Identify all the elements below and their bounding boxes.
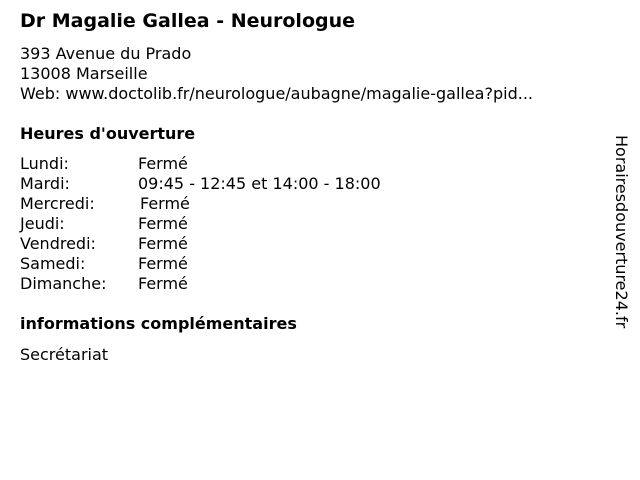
info-heading: informations complémentaires [20, 314, 297, 333]
address-block [20, 44, 533, 104]
day-hours: Fermé [138, 214, 188, 233]
day-label: Dimanche: [20, 274, 107, 293]
info-text: Secrétariat [20, 345, 109, 364]
day-hours: Fermé [138, 234, 188, 253]
day-label: Lundi: [20, 154, 69, 173]
address-street: 393 Avenue du Prado [20, 44, 192, 63]
hours-heading: Heures d'ouverture [20, 124, 196, 143]
day-label: Vendredi: [20, 234, 96, 253]
day-hours: Fermé [138, 254, 188, 273]
brand-watermark: Horairesdouverture24.fr [612, 135, 631, 329]
website-link[interactable]: Web: www.doctolib.fr/neurologue/aubagne/magalie-gallea?pid... [20, 84, 533, 103]
day-label: Mercredi: [20, 194, 95, 213]
day-hours: Fermé [138, 154, 188, 173]
day-label: Jeudi: [20, 214, 65, 233]
address-city: 13008 Marseille [20, 64, 148, 83]
day-hours: Fermé [140, 194, 190, 213]
day-label: Samedi: [20, 254, 86, 273]
day-label: Mardi: [20, 174, 70, 193]
day-hours: 09:45 - 12:45 et 14:00 - 18:00 [138, 174, 381, 193]
page-title: Dr Magalie Gallea - Neurologue [20, 10, 356, 32]
day-hours: Fermé [138, 274, 188, 293]
